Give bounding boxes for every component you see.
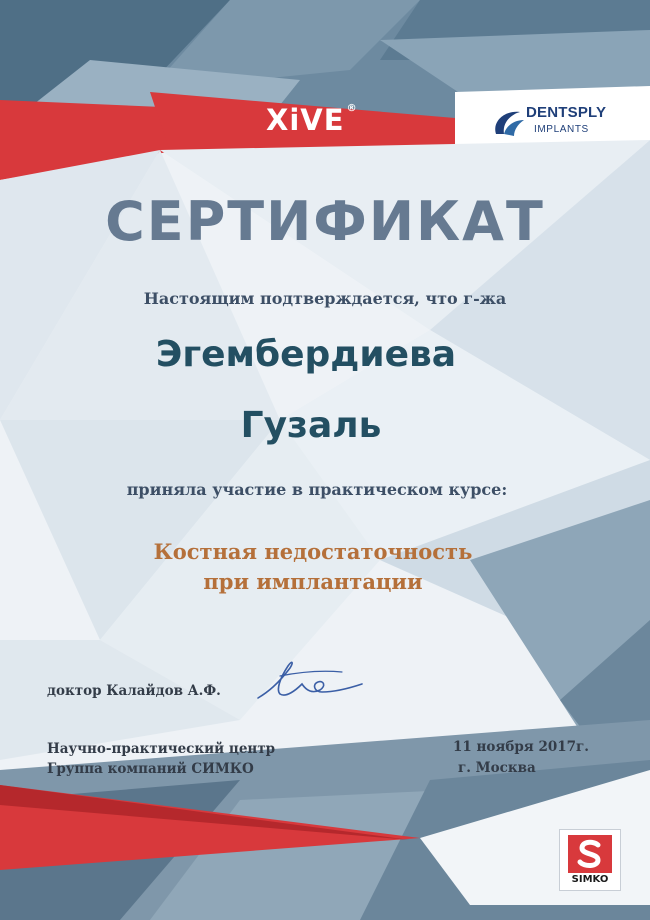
course-title — [0, 537, 626, 597]
participation-text: приняла участие в практическом курсе: — [126, 480, 508, 499]
course-title-line1: Костная недостаточность — [153, 539, 473, 564]
dentsply-implants-logo — [490, 104, 620, 144]
handwritten-signature — [250, 654, 370, 704]
issue-date: 11 ноября 2017г. — [453, 739, 590, 755]
recipient-surname: Эгембердиева — [155, 334, 457, 375]
organization-line1: Научно-практический центр — [47, 741, 276, 757]
xive-logo — [266, 103, 358, 137]
simko-logo — [559, 829, 621, 891]
issue-city: г. Москва — [458, 760, 536, 776]
dentsply-sub-text: IMPLANTS — [534, 124, 589, 135]
recipient-first-name: Гузаль — [240, 405, 382, 446]
intro-text: Настоящим подтверждается, что г-жа — [143, 289, 507, 308]
dentsply-brand-text: DENTSPLY — [526, 104, 607, 121]
course-title-line2: при имплантации — [203, 569, 423, 594]
xive-registered-mark: ® — [346, 103, 358, 114]
certificate-title: СЕРТИФИКАТ — [105, 190, 545, 253]
doctor-name: доктор Калайдов А.Ф. — [47, 683, 221, 699]
simko-logo-text: SIMKO — [571, 874, 609, 885]
organization-line2: Группа компаний СИМКО — [47, 761, 254, 777]
simko-s-icon — [568, 835, 612, 873]
xive-logo-text: XiVE — [266, 103, 345, 137]
dentsply-swoosh-icon — [490, 104, 530, 144]
